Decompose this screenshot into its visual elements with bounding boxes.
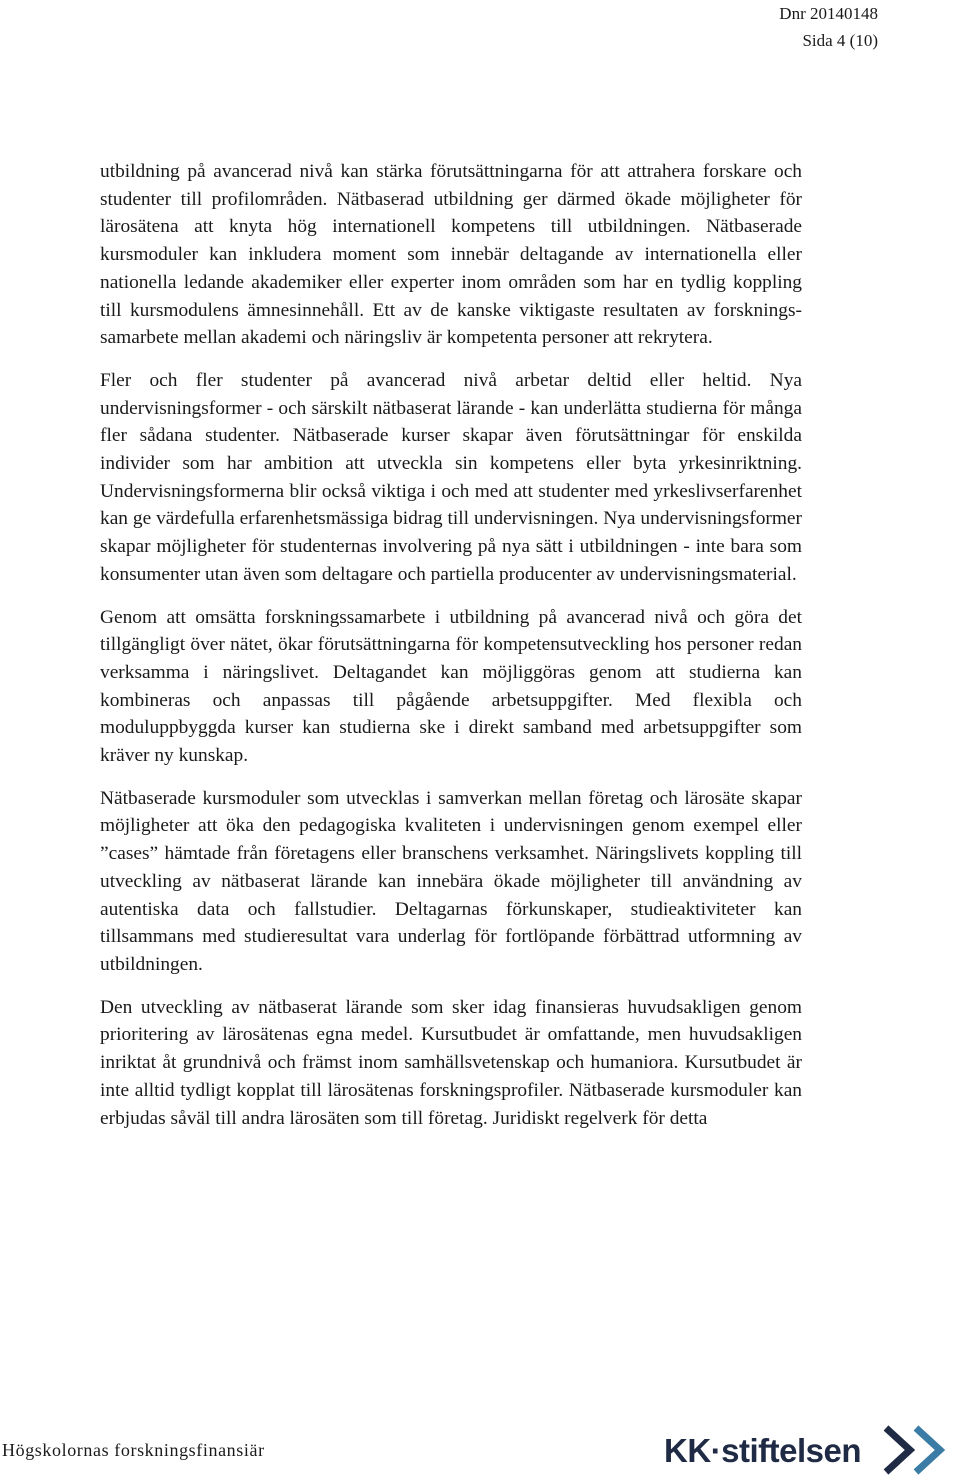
chevron-icon xyxy=(916,1428,940,1472)
document-number: Dnr 20140148 xyxy=(779,4,878,23)
body-text xyxy=(100,158,802,1147)
paragraph-3: Genom att omsätta forskningssamarbete i utbildning på avancerad nivå och göra det tillgängligt över nätet, ökar förutsättningarna för kompetensutveckling hos personer redan verksamma i näringslivet. Deltagandet kan möjliggöras genom att studierna kan kombineras och anpassas till pågående arbetsuppgifter. Med flexibla och moduluppbyggda kurser kan studierna ske i direkt samband med arbetsuppgifter som kräver ny kunskap. xyxy=(100,606,802,767)
paragraph-5: Den utveckling av nätbaserat lärande som sker idag finansieras huvudsakligen genom prioritering av lärosätenas egna medel. Kursutbudet är omfattande, men huvudsakligen inriktat åt grundnivå och främst inom samhällsvetenskap och humaniora. Kursutbudet är inte alltid tydligt kopplat till lärosätenas forskningsprofiler. Nätbaserade kursmoduler kan erbjudas såväl till andra lärosäten som till företag. Juridiskt regelverk för detta xyxy=(100,996,802,1129)
paragraph-4: Nätbaserade kursmoduler som utvecklas i samverkan mellan företag och lärosäte skapar möjligheter att öka den pedagogiska kvaliteten i undervisningen genom exempel eller ”cases” hämtade från företagens eller branschens verksamhet. Näringslivets koppling till utveckling av nätbaserat lärande kan innebära ökade möjligheter till användning av autentiska data och fallstudier. Deltagarnas förkunskaper, studieaktiviteter kan tillsammans med studieresultat vara underlag för fortlöpande förbättrad utformning av utbildningen. xyxy=(100,787,802,975)
kk-stiftelsen-logo xyxy=(664,1424,960,1476)
paragraph-1: utbildning på avancerad nivå kan stärka förutsättningarna för att attrahera forskare och studenter till profilområden. Nätbaserad utbildning ger därmed ökade möjligheter för lärosätena att knyta hög internationell kompetens till utbildningen. Nätbaserade kursmoduler kan inkludera moment som innebär deltagande av internationella eller nationella ledande akademiker eller experter inom områden som har en tydlig koppling till kursmodulens ämnesinnehåll. Ett av de kanske viktigaste resultaten av forskningssamarbete mellan akademi och näringsliv är kompetenta personer att rekrytera. xyxy=(100,161,802,349)
page-number: Sida 4 (10) xyxy=(802,31,878,50)
page-header xyxy=(779,0,878,54)
paragraph-2: Fler och fler studenter på avancerad nivå arbetar deltid eller heltid. Nya undervisningsformer - och särskilt nätbaserat lärande - kan underlätta studierna för många fler sådana studenter. Nätbaserade kurser skapar även förutsättningar för enskilda individer som har ambition att utveckla sin kompetens eller byta yrkesinriktning. Undervisningsformerna blir också viktiga i och med att studenter med yrkeslivserfarenhet kan ge värdefulla erfarenhetsmässiga bidrag till undervisningen. Nya undervisningsformer skapar möjligheter för studenternas involvering på nya sätt i utbildningen - inte bara som konsumenter utan även som deltagare och partiella producenter av undervisningsmaterial. xyxy=(100,369,802,585)
logo-text: KK·stiftelsen xyxy=(664,1432,862,1469)
footer-tagline: Högskolornas forskningsfinansiär xyxy=(2,1440,265,1460)
chevron-icon xyxy=(886,1428,910,1472)
